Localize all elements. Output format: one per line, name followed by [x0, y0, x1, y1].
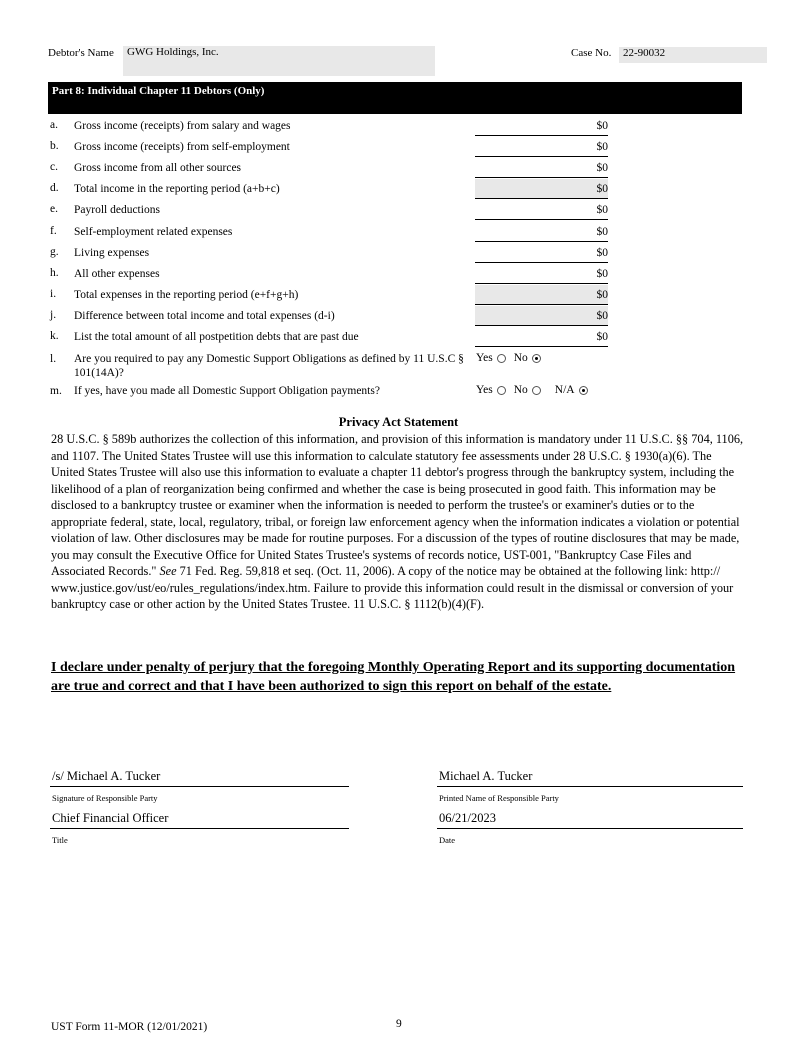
line-item-letter: j. — [50, 308, 57, 321]
signature-line — [50, 786, 349, 787]
line-item-amount[interactable]: $0 — [475, 158, 608, 178]
case-number-value: 22-90032 — [623, 47, 666, 59]
line-item-row — [50, 158, 610, 179]
debtor-name-value: GWG Holdings, Inc. — [127, 46, 219, 58]
line-item-letter: h. — [50, 266, 59, 279]
line-item-letter: g. — [50, 245, 59, 258]
page-number: 9 — [396, 1018, 402, 1030]
question-l — [50, 350, 750, 382]
line-item-row — [50, 306, 610, 327]
line-item-row — [50, 327, 610, 348]
line-item-row — [50, 285, 610, 306]
line-item-letter: f. — [50, 224, 57, 237]
part-8-header: Part 8: Individual Chapter 11 Debtors (Only) — [48, 82, 742, 114]
line-item-description: Gross income (receipts) from self-employment — [74, 141, 290, 154]
title-value[interactable]: Chief Financial Officer — [52, 811, 169, 825]
question-m-yes-label: Yes — [476, 384, 493, 396]
title-caption: Title — [52, 835, 68, 845]
question-l-options — [476, 352, 545, 364]
title-line — [50, 828, 349, 829]
question-m — [50, 383, 750, 401]
question-l-letter: l. — [50, 353, 57, 365]
question-m-text: If yes, have you made all Domestic Support Obligation payments? — [74, 385, 380, 397]
line-item-letter: i. — [50, 287, 57, 300]
date-line — [437, 828, 743, 829]
line-item-description: All other expenses — [74, 267, 160, 280]
line-item-description: Total expenses in the reporting period (e+f+g+h) — [74, 288, 299, 301]
line-item-amount[interactable]: $0 — [475, 137, 608, 157]
date-caption: Date — [439, 835, 456, 845]
line-item-description: Payroll deductions — [74, 204, 160, 217]
line-item-letter: c. — [50, 161, 58, 174]
line-item-description: Living expenses — [74, 246, 150, 259]
line-item-amount[interactable]: $0 — [475, 264, 608, 284]
question-m-na-radio[interactable] — [579, 386, 588, 395]
line-item-amount: $0 — [475, 306, 608, 326]
line-item-row — [50, 179, 610, 200]
line-item-letter: b. — [50, 140, 59, 153]
question-l-text: Are you required to pay any Domestic Support Obligations as defined by 11 U.S.C § 101(14A)? — [74, 353, 464, 379]
signature-caption: Signature of Responsible Party — [52, 793, 158, 803]
question-m-letter: m. — [50, 385, 62, 397]
privacy-act-text — [51, 431, 747, 613]
privacy-see-word: See — [159, 564, 177, 578]
question-m-no-radio[interactable] — [532, 386, 541, 395]
printed-name-line — [437, 786, 743, 787]
perjury-declaration: I declare under penalty of perjury that the foregoing Monthly Operating Report and its supporting documentation are true and correct and that I have been authorized to sign this report on behalf of the estate. — [51, 660, 736, 694]
line-item-row — [50, 222, 610, 243]
line-item-row — [50, 264, 610, 285]
debtor-name-field[interactable] — [123, 46, 435, 76]
line-item-description: List the total amount of all postpetition debts that are past due — [74, 331, 359, 343]
question-m-no-label: No — [513, 384, 528, 396]
signature-value[interactable]: /s/ Michael A. Tucker — [52, 769, 161, 783]
line-item-letter: a. — [50, 119, 58, 131]
printed-name-caption: Printed Name of Responsible Party — [439, 793, 559, 803]
line-item-description: Difference between total income and total expenses (d-i) — [74, 309, 335, 322]
question-m-options — [476, 384, 592, 396]
debtor-name-label: Debtor's Name — [48, 47, 114, 59]
line-item-letter: e. — [50, 203, 58, 216]
line-item-amount: $0 — [475, 179, 608, 199]
question-l-yes-radio[interactable] — [497, 354, 506, 363]
line-item-row — [50, 137, 610, 158]
line-item-amount[interactable]: $0 — [475, 116, 608, 136]
line-item-description: Gross income from all other sources — [74, 162, 242, 175]
case-number-label: Case No. — [571, 47, 612, 59]
line-item-description: Gross income (receipts) from salary and wages — [74, 120, 291, 132]
question-l-yes-label: Yes — [476, 352, 493, 364]
printed-name-value[interactable]: Michael A. Tucker — [439, 769, 533, 783]
privacy-text-part1: 28 U.S.C. § 589b authorizes the collection of this information, and provision of this information is mandatory under 11 U.S.C. §§ 704, 1106, and 1107. The United States Trustee will use this information to calculate statutory fee assessments under 28 U.S.C. § 1930(a)(6). The United States Trustee will also use this information to evaluate a chapter 11 debtor's progress through the bankruptcy system, including the likelihood of a plan of reorganization being confirmed and whether the case is being prosecuted in good faith. This information may be disclosed to a bankruptcy trustee or examiner when the information is needed to perform the trustee's or examiner's duties or to the appropriate federal, state, local, regulatory, tribal, or foreign law enforcement agency when the information indicates a violation or potential violation of law. Other disclosures may be made for routine purposes. For a discussion of the types of routine disclosures that may be made, you may consult the Executive Office for United States Trustee's systems of records notice, UST-001, "Bankruptcy Case Files and Associated Records." — [51, 432, 744, 578]
line-item-amount[interactable]: $0 — [475, 243, 608, 263]
date-value[interactable]: 06/21/2023 — [439, 811, 496, 825]
line-item-amount[interactable]: $0 — [475, 222, 608, 242]
line-item-amount: $0 — [475, 285, 608, 305]
case-number-field[interactable] — [619, 47, 767, 63]
line-item-letter: d. — [50, 182, 59, 195]
line-item-row — [50, 116, 610, 137]
question-l-no-label: No — [513, 352, 528, 364]
line-item-row — [50, 200, 610, 221]
privacy-text-part2: 71 Fed. Reg. 59,818 et seq. (Oct. 11, 2006). A copy of the notice may be obtained at the following link: http:// www.justice.gov/ust/eo/rules_regulations/index.htm. Failure to provide this information could result in the dismissal or conversion of your bankruptcy case or other action by the United States Trustee. 11 U.S.C. § 1112(b)(4)(F). — [51, 564, 734, 611]
question-l-no-radio[interactable] — [532, 354, 541, 363]
line-item-letter: k. — [50, 330, 59, 342]
line-item-row — [50, 243, 610, 264]
form-id: UST Form 11-MOR (12/01/2021) — [51, 1021, 208, 1033]
line-item-amount[interactable]: $0 — [475, 200, 608, 220]
line-item-amount[interactable]: $0 — [475, 327, 608, 347]
question-m-yes-radio[interactable] — [497, 386, 506, 395]
line-item-description: Total income in the reporting period (a+b+c) — [74, 183, 280, 196]
line-item-description: Self-employment related expenses — [74, 225, 233, 238]
question-m-na-label: N/A — [554, 384, 575, 396]
privacy-act-title: Privacy Act Statement — [338, 415, 459, 429]
